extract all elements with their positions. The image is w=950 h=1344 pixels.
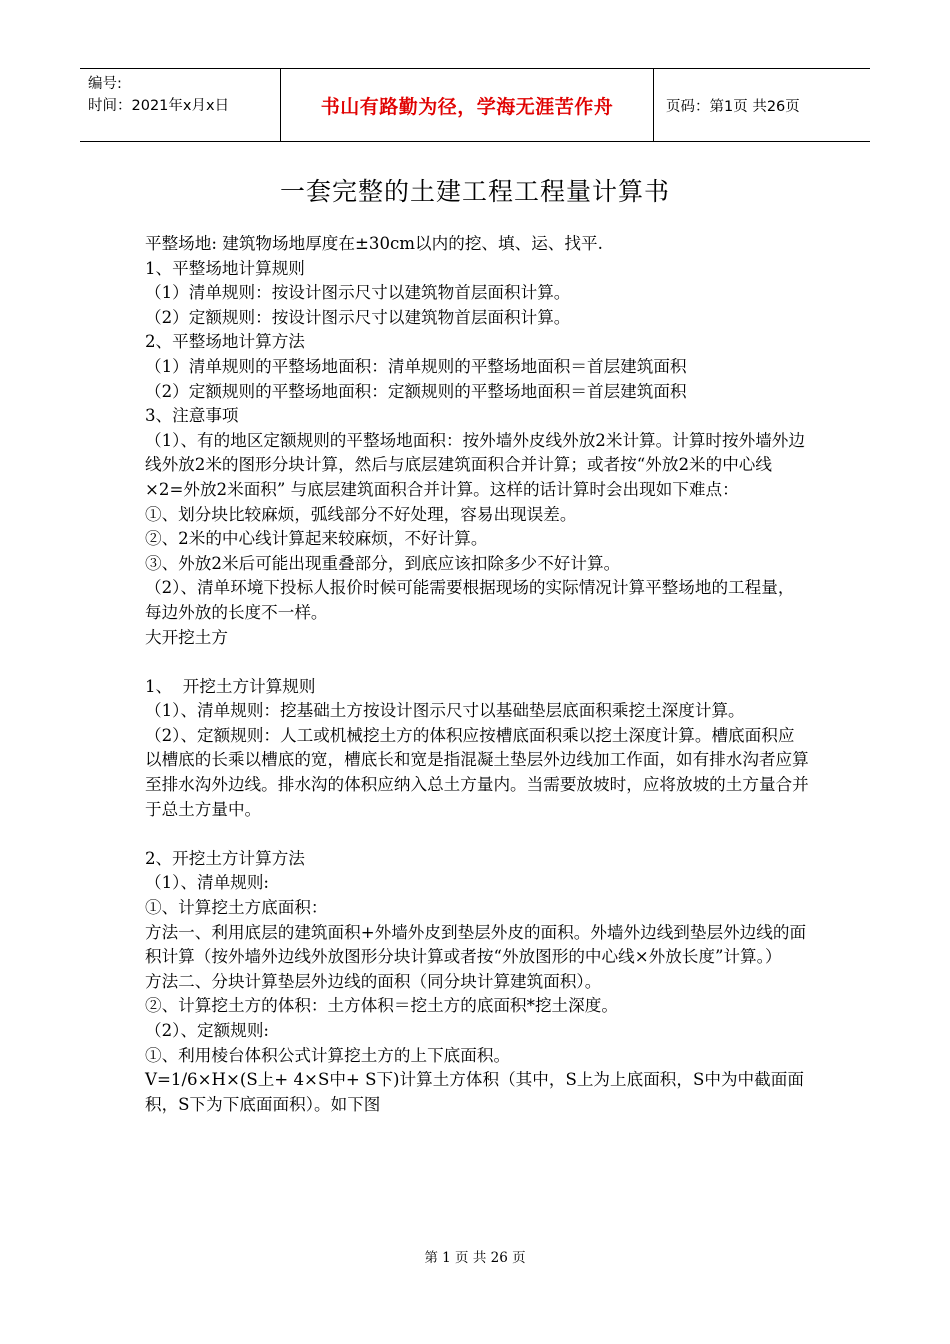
document-number: 编号: bbox=[88, 76, 122, 92]
body-paragraph: 3、注意事项 bbox=[145, 406, 239, 426]
body-paragraph: （1）清单规则的平整场地面积：清单规则的平整场地面积＝首层建筑面积 bbox=[145, 356, 687, 376]
body-paragraph: （1）、清单规则: bbox=[145, 873, 270, 893]
document-title: 一套完整的土建工程工程量计算书 bbox=[279, 177, 670, 206]
header-page-cell bbox=[654, 69, 870, 141]
body-paragraph: （1）、有的地区定额规则的平整场地面积：按外墙外皮线外放2米计算。计算时按外墙外边线外放2米的图形分块计算，然后与底层建筑面积合并计算；或者按“外放2米的中心线×2=外放2米面积” 与底层建筑面积合并计算。这样的话计算时会出现如下难点： bbox=[145, 430, 805, 499]
header-motto: 书山有路勤为径，学海无涯苦作舟 bbox=[320, 95, 614, 118]
body-paragraph: （2）定额规则的平整场地面积：定额规则的平整场地面积＝首层建筑面积 bbox=[145, 381, 687, 401]
body-paragraph: （2）、定额规则: bbox=[145, 1021, 270, 1040]
page-footer: 第 1 页 共 26 页 bbox=[424, 1250, 526, 1266]
header-motto-cell bbox=[280, 69, 654, 141]
body-paragraph: （1）清单规则：按设计图示尺寸以建筑物首层面积计算。 bbox=[145, 283, 571, 303]
blank-line bbox=[145, 822, 810, 847]
body-paragraph: （2）、定额规则：人工或机械挖土方的体积应按槽底面积乘以挖土深度计算。槽底面积应以槽底的长乘以槽底的宽，槽底长和宽是指混凝土垫层外边线加工作面，如有排水沟者应算至排水沟外边线。排水沟的体积应纳入总土方量内。当需要放坡时，应将放坡的土方量合并于总土方量中。 bbox=[145, 725, 809, 819]
body-paragraph: ③、外放2米后可能出现重叠部分，到底应该扣除多少不好计算。 bbox=[145, 553, 621, 573]
body-paragraph: 方法一、利用底层的建筑面积+外墙外皮到垫层外皮的面积。外墙外边线到垫层外边线的面积计算（按外墙外边线外放图形分块计算或者按“外放图形的中心线×外放长度”计算。） bbox=[145, 922, 807, 967]
body-paragraph: 大开挖土方 bbox=[145, 627, 228, 647]
body-paragraph: 1、 开挖土方计算规则 bbox=[145, 676, 316, 696]
body-paragraph: ①、计算挖土方底面积： bbox=[145, 898, 328, 918]
body-paragraph: ②、计算挖土方的体积：土方体积＝挖土方的底面积*挖土深度。 bbox=[145, 996, 618, 1016]
body-paragraph: （2）、清单环境下投标人报价时候可能需要根据现场的实际情况计算平整场地的工程量，每边外放的长度不一样。 bbox=[145, 578, 795, 622]
body-paragraph: 方法二、分块计算垫层外边线的面积（同分块计算建筑面积）。 bbox=[145, 971, 602, 991]
blank-line bbox=[145, 650, 810, 675]
body-paragraph: （1）、清单规则：挖基础土方按设计图示尺寸以基础垫层底面积乘挖土深度计算。 bbox=[145, 701, 745, 721]
body-paragraph: （2）定额规则：按设计图示尺寸以建筑物首层面积计算。 bbox=[145, 307, 571, 327]
document-date: 时间：2021年x月x日 bbox=[88, 98, 230, 114]
body-paragraph: V=1/6×H×(S上+ 4×S中+ S下)计算土方体积（其中，S上为上底面积，S中为中截面面积，S下为下底面面积）。如下图 bbox=[145, 1070, 804, 1114]
document-body bbox=[145, 232, 810, 1117]
body-paragraph: 2、平整场地计算方法 bbox=[145, 332, 305, 352]
body-paragraph: 1、平整场地计算规则 bbox=[145, 258, 305, 278]
body-paragraph: ②、2米的中心线计算起来较麻烦，不好计算。 bbox=[145, 529, 488, 549]
body-paragraph: 2、开挖土方计算方法 bbox=[145, 848, 305, 868]
page-header bbox=[80, 68, 870, 142]
header-meta bbox=[80, 69, 280, 141]
body-paragraph: ①、划分块比较麻烦，弧线部分不好处理，容易出现误差。 bbox=[145, 504, 577, 524]
header-page-info: 页码：第1页 共26页 bbox=[666, 98, 800, 115]
body-paragraph: ①、利用棱台体积公式计算挖土方的上下底面积。 bbox=[145, 1045, 511, 1065]
body-paragraph: 平整场地: 建筑物场地厚度在±30cm以内的挖、填、运、找平. bbox=[145, 234, 603, 253]
